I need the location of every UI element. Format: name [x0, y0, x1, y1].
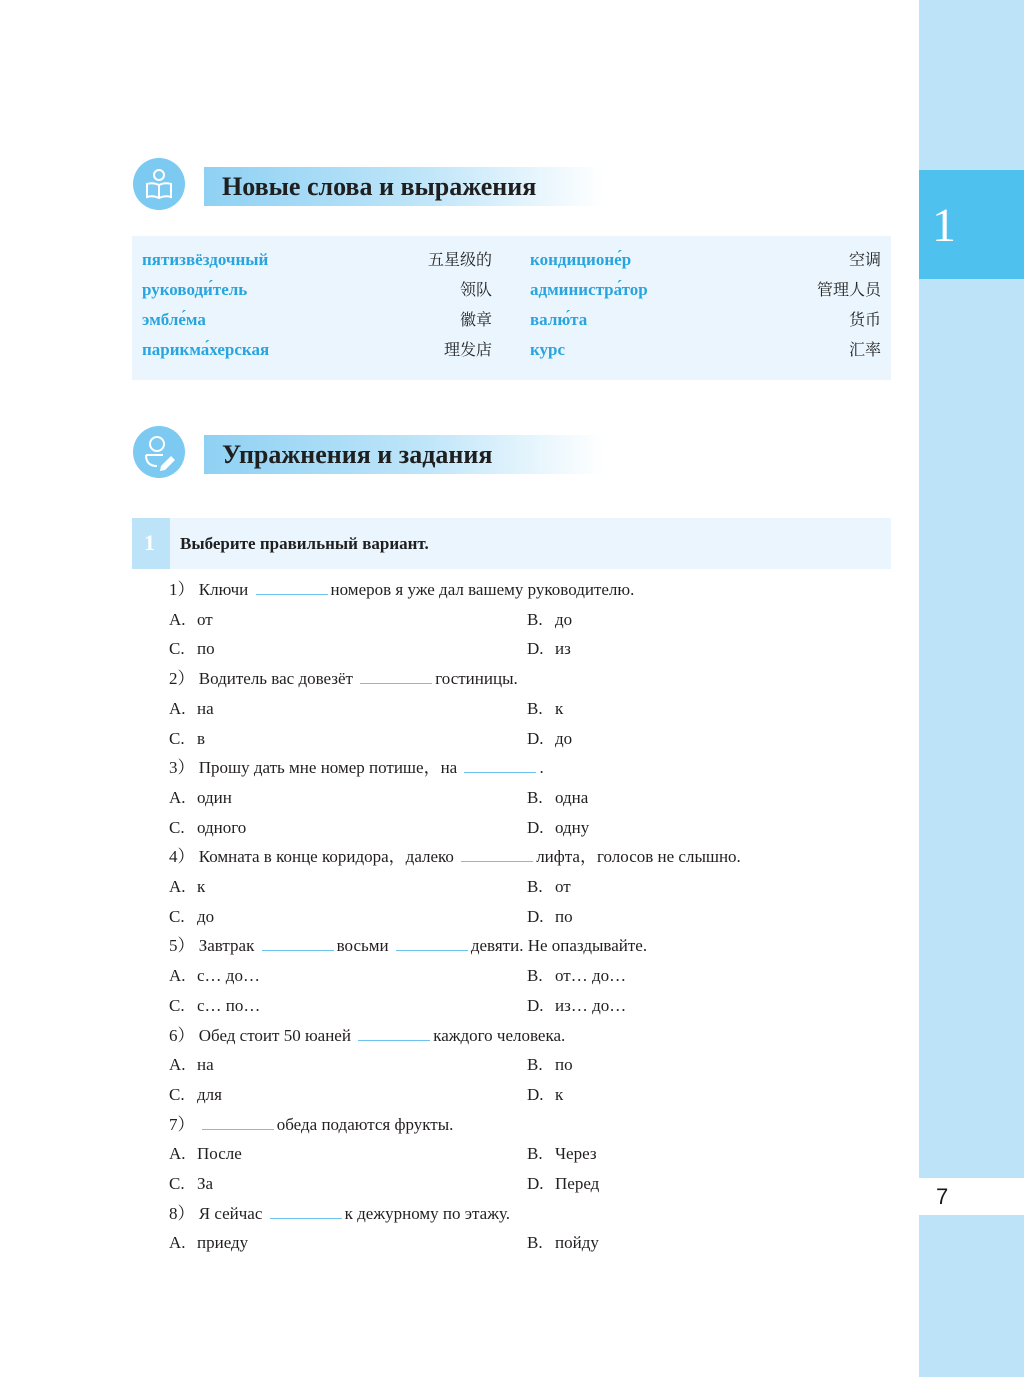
option-text: для	[197, 1085, 222, 1104]
answer-blank[interactable]	[202, 1111, 274, 1130]
option-letter: C.	[169, 639, 185, 658]
vocab-chinese: 五星级的	[427, 250, 492, 269]
vocab-row	[132, 305, 891, 335]
question-text: Ключи	[194, 580, 253, 599]
option-c[interactable]	[169, 902, 214, 932]
vocab-chinese: 管理人员	[816, 280, 881, 299]
question-text: Завтрак	[194, 936, 259, 955]
option-d[interactable]	[527, 724, 572, 754]
option-b[interactable]	[527, 961, 626, 991]
option-letter: C.	[169, 996, 185, 1015]
option-d[interactable]	[527, 991, 626, 1021]
question-text: Я сейчас	[194, 1204, 267, 1223]
option-text: к	[197, 877, 206, 896]
option-letter: B.	[527, 610, 543, 629]
option-letter: B.	[527, 1055, 543, 1074]
section-title: Новые слова и выражения	[222, 172, 537, 201]
vocab-chinese: 汇率	[848, 340, 881, 359]
option-c[interactable]	[169, 813, 246, 843]
vocab-row	[132, 275, 891, 305]
option-a[interactable]	[169, 961, 260, 991]
vocab-chinese: 徽章	[459, 310, 492, 329]
option-a[interactable]	[169, 1050, 214, 1080]
option-text: пойду	[555, 1233, 599, 1252]
option-b[interactable]	[527, 605, 572, 635]
answer-blank[interactable]	[464, 754, 536, 773]
vocab-russian: руководи́тель	[142, 280, 248, 299]
option-b[interactable]	[527, 1139, 597, 1169]
option-text: по	[555, 907, 573, 926]
exercises-section-header	[131, 426, 601, 482]
option-text: от	[555, 877, 571, 896]
option-text: по	[197, 639, 215, 658]
option-letter: A.	[169, 699, 186, 718]
option-letter: C.	[169, 729, 185, 748]
vocab-chinese: 货币	[848, 310, 881, 329]
vocab-russian: кондиционе́р	[530, 250, 632, 269]
option-text: За	[197, 1174, 214, 1193]
option-letter: B.	[527, 877, 543, 896]
question-text: Обед стоит 50 юаней	[194, 1026, 356, 1045]
question-text: Комната в конце коридора，далеко	[194, 847, 459, 866]
option-letter: C.	[169, 907, 185, 926]
option-letter: B.	[527, 788, 543, 807]
option-b[interactable]	[527, 1228, 599, 1258]
question-4	[169, 842, 741, 872]
option-letter: D.	[527, 1085, 544, 1104]
option-d[interactable]	[527, 1169, 599, 1199]
option-text: на	[197, 699, 214, 718]
vocab-chinese: 空调	[848, 250, 881, 269]
option-letter: D.	[527, 818, 544, 837]
page-number: 7	[936, 1184, 949, 1209]
exercise-header	[132, 518, 891, 569]
option-b[interactable]	[527, 1050, 573, 1080]
question-6	[169, 1021, 565, 1051]
option-text: одного	[197, 818, 247, 837]
vocab-chinese: 领队	[459, 280, 492, 299]
option-letter: A.	[169, 1233, 186, 1252]
option-text: одну	[555, 818, 590, 837]
option-text: на	[197, 1055, 214, 1074]
option-letter: B.	[527, 1144, 543, 1163]
option-a[interactable]	[169, 872, 205, 902]
option-letter: C.	[169, 1174, 185, 1193]
answer-blank[interactable]	[461, 843, 533, 862]
option-c[interactable]	[169, 634, 215, 664]
question-text: .	[539, 758, 544, 777]
option-letter: A.	[169, 1144, 186, 1163]
vocabulary-box	[132, 236, 891, 380]
option-text: в	[197, 729, 206, 748]
question-text: Прошу дать мне номер потише，на	[194, 758, 462, 777]
option-letter: B.	[527, 699, 543, 718]
option-a[interactable]	[169, 1228, 248, 1258]
question-number: 5）	[169, 936, 195, 955]
question-number: 1）	[169, 580, 195, 599]
vocab-russian: эмбле́ма	[142, 310, 206, 329]
option-c[interactable]	[169, 991, 260, 1021]
option-a[interactable]	[169, 605, 213, 635]
question-5	[169, 931, 647, 961]
option-text: один	[197, 788, 232, 807]
option-c[interactable]	[169, 1080, 222, 1110]
option-b[interactable]	[527, 872, 571, 902]
vocab-russian: администра́тор	[530, 280, 648, 299]
option-text: к	[555, 1085, 564, 1104]
question-text: гостиницы.	[435, 669, 518, 688]
question-1	[169, 575, 634, 605]
question-text: обеда подаются фрукты.	[276, 1115, 454, 1134]
option-letter: D.	[527, 996, 544, 1015]
question-8	[169, 1199, 510, 1229]
chapter-number: 1	[932, 199, 956, 252]
question-text: номеров я уже дал вашему руководителю.	[330, 580, 635, 599]
option-letter: A.	[169, 788, 186, 807]
option-text: Перед	[555, 1174, 600, 1193]
option-text: до	[555, 610, 573, 629]
vocab-russian: парикма́херская	[142, 340, 270, 359]
question-7	[169, 1110, 453, 1140]
option-text: от… до…	[555, 966, 627, 985]
question-text: девяти. Не опаздывайте.	[470, 936, 648, 955]
vocab-row	[132, 335, 891, 365]
option-text: по	[555, 1055, 573, 1074]
reading-person-icon	[133, 158, 185, 210]
answer-blank[interactable]	[360, 665, 432, 684]
vocab-row	[132, 245, 891, 275]
vocab-russian: пятизвёздочный	[142, 250, 269, 269]
answer-blank[interactable]	[270, 1200, 342, 1219]
option-letter: B.	[527, 966, 543, 985]
option-letter: A.	[169, 1055, 186, 1074]
vocab-russian: курс	[530, 340, 566, 359]
option-text: приеду	[197, 1233, 249, 1252]
option-text: от	[197, 610, 213, 629]
option-letter: C.	[169, 1085, 185, 1104]
exercise-instruction: Выберите правильный вариант.	[180, 534, 429, 553]
question-number: 4）	[169, 847, 195, 866]
option-text: с… до…	[197, 966, 260, 985]
section-title: Упражнения и задания	[222, 440, 493, 469]
question-number: 7）	[169, 1115, 195, 1134]
option-text: к	[555, 699, 564, 718]
option-b[interactable]	[527, 694, 563, 724]
option-c[interactable]	[169, 724, 205, 754]
option-letter: B.	[527, 1233, 543, 1252]
option-d[interactable]	[527, 902, 573, 932]
option-letter: A.	[169, 877, 186, 896]
option-text: Через	[555, 1144, 597, 1163]
option-text: до	[555, 729, 573, 748]
vocab-russian: валю́та	[530, 310, 588, 329]
question-number: 8）	[169, 1204, 195, 1223]
question-3	[169, 753, 544, 783]
option-c[interactable]	[169, 1169, 213, 1199]
vocab-chinese: 理发店	[443, 340, 492, 359]
answer-blank[interactable]	[358, 1022, 430, 1041]
option-letter: D.	[527, 1174, 544, 1193]
exercise-number: 1	[144, 530, 155, 555]
answer-blank[interactable]	[256, 576, 328, 595]
option-letter: D.	[527, 907, 544, 926]
option-text: После	[197, 1144, 242, 1163]
option-a[interactable]	[169, 1139, 242, 1169]
question-2	[169, 664, 518, 694]
question-text: лифта，голосов не слышно.	[536, 847, 741, 866]
question-number: 2）	[169, 669, 195, 688]
question-text: Водитель вас довезёт	[194, 669, 358, 688]
option-text: до	[197, 907, 215, 926]
option-b[interactable]	[527, 783, 588, 813]
page-number-box	[919, 1178, 1024, 1215]
option-letter: A.	[169, 966, 186, 985]
answer-blank[interactable]	[262, 932, 334, 951]
option-letter: A.	[169, 610, 186, 629]
question-text: восьми	[336, 936, 393, 955]
option-d[interactable]	[527, 634, 571, 664]
option-letter: D.	[527, 639, 544, 658]
vocab-section-header	[131, 158, 601, 214]
option-d[interactable]	[527, 813, 589, 843]
option-a[interactable]	[169, 783, 232, 813]
option-text: одна	[555, 788, 589, 807]
option-text: из… до…	[555, 996, 627, 1015]
question-number: 3）	[169, 758, 195, 777]
question-text: каждого человека.	[433, 1026, 566, 1045]
option-text: из	[555, 639, 571, 658]
person-pencil-icon	[133, 426, 185, 478]
option-d[interactable]	[527, 1080, 563, 1110]
option-letter: D.	[527, 729, 544, 748]
question-number: 6）	[169, 1026, 195, 1045]
option-letter: C.	[169, 818, 185, 837]
answer-blank[interactable]	[396, 932, 468, 951]
option-a[interactable]	[169, 694, 214, 724]
question-text: к дежурному по этажу.	[344, 1204, 510, 1223]
option-text: с… по…	[197, 996, 261, 1015]
